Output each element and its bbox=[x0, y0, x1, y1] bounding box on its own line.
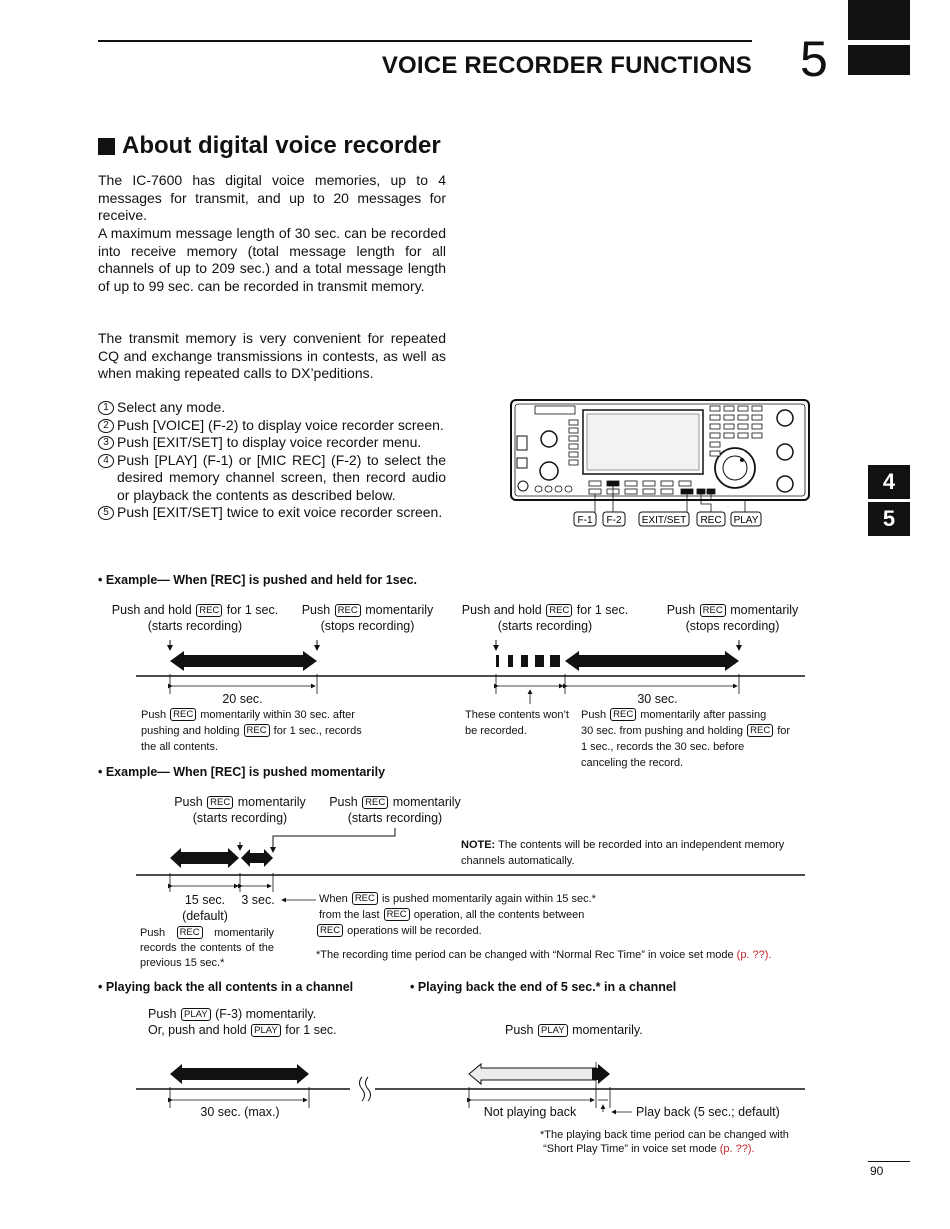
page-number-rule bbox=[868, 1161, 910, 1162]
ex3-duration: 30 sec. (max.) bbox=[200, 1105, 280, 1119]
step-number: 5 bbox=[98, 506, 114, 520]
ex1-duration-30: 30 sec. bbox=[637, 692, 678, 706]
page-reference-link[interactable]: (p. ??). bbox=[736, 949, 772, 961]
rec-key: REC bbox=[700, 604, 726, 617]
example4-heading: • Playing back the end of 5 sec.* in a channel bbox=[410, 980, 677, 994]
section-title bbox=[98, 132, 441, 160]
ex1-label-stop: Push REC momentarily (stops recording) bbox=[301, 603, 434, 633]
ex4-instructions: Push PLAY momentarily. bbox=[505, 1023, 643, 1037]
chapter-tab-4[interactable]: 4 bbox=[868, 465, 910, 499]
rec-key: REC bbox=[352, 892, 378, 905]
ex1-note-2: These contents won’t be recorded. bbox=[465, 709, 569, 737]
example1-heading: • Example— When [REC] is pushed and held for 1sec. bbox=[98, 573, 418, 587]
step-text: Push [PLAY] (F-1) or [MIC REC] (F-2) to select the desired memory channel screen, then record audio or playback the contents as described below. bbox=[117, 451, 446, 503]
rec-key: REC bbox=[546, 604, 572, 617]
f1-key-label: F-1 bbox=[577, 515, 593, 526]
recording-arrow-20sec bbox=[170, 651, 317, 671]
ex1-label-hold-start-2: Push and hold REC for 1 sec. (starts recording) bbox=[461, 603, 629, 633]
rec-key: REC bbox=[177, 926, 203, 939]
square-bullet-icon bbox=[98, 138, 115, 155]
recording-arrow-3sec bbox=[241, 849, 273, 867]
rec-key: REC bbox=[207, 796, 233, 809]
ex1-note-3: Push REC momentarily after passing 30 sec. from pushing and holding REC for 1 sec., records the 30 sec. before canceling the record. bbox=[581, 709, 791, 769]
chapter-number: 5 bbox=[800, 31, 828, 87]
break-mark-icon bbox=[360, 1077, 365, 1101]
step-number: 4 bbox=[98, 454, 114, 468]
play-key: PLAY bbox=[181, 1008, 211, 1021]
ex1-label-stop-2: Push REC momentarily (stops recording) bbox=[666, 603, 799, 633]
example1-timeline bbox=[0, 636, 950, 706]
example3-heading: • Playing back the all contents in a channel bbox=[98, 980, 354, 994]
skipped-arrow bbox=[469, 1064, 596, 1084]
play-key-label: PLAY bbox=[733, 515, 759, 526]
chapter-tab-5[interactable]: 5 bbox=[868, 502, 910, 536]
radio-front-panel-illustration bbox=[505, 396, 815, 536]
intro-paragraph-2: A maximum message length of 30 sec. can be recorded into receive memory (total message length for all channels of up to 209 sec.) and a total message length of up to 99 sec. can be recorded in transmit memory. bbox=[98, 225, 446, 294]
step-text: Push [VOICE] (F-2) to display voice recorder screen. bbox=[117, 416, 444, 433]
ex3-instructions: Push PLAY (F-3) momentarily. Or, push and hold PLAY for 1 sec. bbox=[148, 1007, 337, 1037]
rec-key: REC bbox=[384, 908, 410, 921]
intro-paragraph-1: The IC-7600 has digital voice memories, up to 4 messages for transmit, and up to 20 messages for receive. bbox=[98, 172, 446, 223]
ex4-footnote: *The playing back time period can be changed with “Short Play Time” in voice set mode (p. ??). bbox=[540, 1129, 789, 1155]
rec-key-label: REC bbox=[700, 515, 722, 526]
chapter-title: VOICE RECORDER FUNCTIONS bbox=[381, 52, 752, 79]
ex2-when-note: When REC is pushed momentarily again within 15 sec.* from the last REC operation, all the contents between REC operations will be recorded. bbox=[319, 893, 596, 937]
step-item bbox=[98, 504, 446, 522]
step-number: 2 bbox=[98, 419, 114, 433]
ex1-note-1: Push REC momentarily within 30 sec. after pushing and holding REC for 1 sec., records the all contents. bbox=[141, 709, 362, 753]
exit-set-key-label: EXIT/SET bbox=[641, 515, 687, 526]
step-text: Push [EXIT/SET] twice to exit voice recorder screen. bbox=[117, 504, 443, 520]
step-number: 1 bbox=[98, 401, 114, 415]
step-item bbox=[98, 452, 446, 505]
step-text: Push [EXIT/SET] to display voice recorder menu. bbox=[117, 434, 422, 450]
play-key: PLAY bbox=[538, 1024, 568, 1037]
playback-arrow-end bbox=[592, 1064, 610, 1084]
page-number: 90 bbox=[870, 1164, 884, 1178]
ex1-duration-20: 20 sec. bbox=[222, 692, 263, 706]
example2-heading: • Example— When [REC] is pushed momentarily bbox=[98, 765, 386, 779]
ex2-left-note: Push REC momentarily records the contents of the previous 15 sec.* bbox=[140, 927, 275, 969]
ex2-label-start-1: Push REC momentarily (starts recording) bbox=[174, 795, 306, 825]
rec-key: REC bbox=[747, 724, 773, 737]
ex2-duration-3: 3 sec. bbox=[241, 893, 275, 907]
rec-key: REC bbox=[335, 604, 361, 617]
ex2-note: NOTE: The contents will be recorded into an independent memory channels automatically. bbox=[461, 839, 785, 867]
ex4-not-playing: Not playing back bbox=[483, 1105, 577, 1119]
recording-arrow-15sec bbox=[170, 848, 239, 868]
page-reference-link[interactable]: (p. ??). bbox=[719, 1143, 755, 1155]
steps-list bbox=[98, 399, 446, 522]
step-text: Select any mode. bbox=[117, 399, 226, 415]
f2-key-label: F-2 bbox=[606, 515, 622, 526]
rec-key: REC bbox=[362, 796, 388, 809]
ex2-duration-15: 15 sec. (default) bbox=[182, 893, 228, 923]
step-item bbox=[98, 434, 446, 452]
section-title-text: About digital voice recorder bbox=[122, 132, 441, 159]
rec-key: REC bbox=[317, 924, 343, 937]
play-key: PLAY bbox=[251, 1024, 281, 1037]
intro-paragraph-3: The transmit memory is very convenient for repeated CQ and exchange transmissions in contests, as well as when making repeated calls to DX’peditions. bbox=[98, 330, 446, 381]
recording-arrow-30sec bbox=[565, 651, 739, 671]
ex4-play-back: Play back (5 sec.; default) bbox=[636, 1105, 780, 1119]
rec-key: REC bbox=[610, 708, 636, 721]
rec-key: REC bbox=[170, 708, 196, 721]
rec-key: REC bbox=[244, 724, 270, 737]
playback-arrow-full bbox=[170, 1064, 309, 1084]
rec-key: REC bbox=[196, 604, 222, 617]
header-rule bbox=[98, 40, 752, 42]
ex2-label-start-2: Push REC momentarily (starts recording) bbox=[329, 795, 461, 825]
ex1-label-hold-start: Push and hold REC for 1 sec. (starts recording) bbox=[111, 603, 279, 633]
step-number: 3 bbox=[98, 436, 114, 450]
ex2-footnote: *The recording time period can be changed with “Normal Rec Time” in voice set mode (p. ??). bbox=[316, 949, 772, 961]
step-item bbox=[98, 399, 446, 417]
corner-block-top bbox=[848, 0, 910, 40]
corner-block-bottom bbox=[848, 45, 910, 75]
step-item bbox=[98, 417, 446, 435]
